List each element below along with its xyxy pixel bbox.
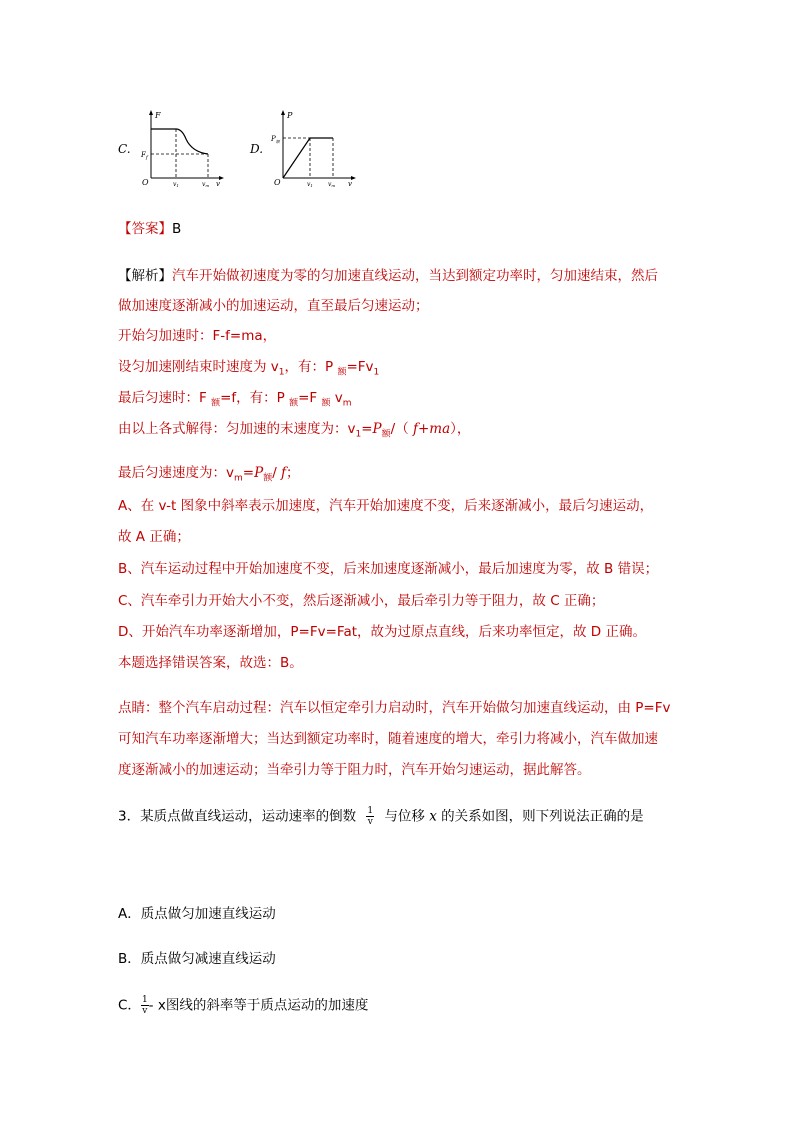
analysis-line-13: 本题选择错误答案，故选：B。 bbox=[118, 655, 303, 671]
graph-c-x-tick-2: vm bbox=[202, 181, 210, 188]
analysis-line-9: 故 A 正确； bbox=[118, 529, 190, 545]
graph-c-y-axis-label: F bbox=[155, 111, 161, 120]
analysis-line-10: B、汽车运动过程中开始加速度不变，后来加速度逐渐减小，最后加速度为零，故 B 错误； bbox=[118, 561, 659, 577]
graph-d-option-label: D. bbox=[250, 142, 264, 156]
graph-c-x-tick-1: v1 bbox=[173, 181, 179, 188]
graph-d-x-axis-label: v bbox=[348, 180, 352, 188]
analysis-line-3: 开始匀加速时：F-f=ma， bbox=[118, 328, 277, 344]
graph-d-x-tick-1: v1 bbox=[307, 181, 313, 188]
graph-c-x-axis-label: v bbox=[216, 180, 220, 188]
graph-c-y-tick: $F_f$ bbox=[141, 151, 148, 161]
graph-d bbox=[270, 108, 360, 188]
analysis-line-5: 最后匀速时：F $_额$=f，有：P $_额$=F $_额$ $v_m$ bbox=[118, 390, 352, 409]
analysis-line-2: 做加速度逐渐减小的加速运动，直至最后匀速运动； bbox=[118, 298, 429, 314]
answer bbox=[118, 220, 181, 238]
comment-line-3: 度逐渐减小的加速运动；当牵引力等于阻力时，汽车开始匀速运动，据此解答。 bbox=[118, 762, 591, 778]
analysis-line-7: 最后匀速速度为：$v_m=P_额/$ f； bbox=[118, 465, 300, 484]
analysis-line-4: 设匀加速刚结束时速度为 $v_1$，有：P $_额=Fv_1$ bbox=[118, 359, 380, 378]
answer-value: B bbox=[172, 221, 182, 237]
question-3-option-c: C． $\frac{1}{v}$ - x图线的斜率等于质点运动的加速度 bbox=[118, 995, 369, 1016]
question-3-option-a: A．质点做匀加速直线运动 bbox=[118, 906, 276, 922]
question-3-option-b: B．质点做匀减速直线运动 bbox=[118, 951, 276, 967]
analysis-line-6: 由以上各式解得：匀加速的末速度为：$v_1=P_额/$（ f+ma）， bbox=[118, 421, 471, 440]
graph-d-origin: O bbox=[274, 178, 281, 187]
graph-c-option-label: C. bbox=[118, 142, 131, 156]
graph-c-origin: O bbox=[142, 178, 149, 187]
question-3-fraction: $\frac{1}{v}$ bbox=[367, 806, 374, 827]
analysis-line-1: 【解析】汽车开始做初速度为零的匀加速直线运动，当达到额定功率时，匀加速结束，然后 bbox=[118, 268, 658, 284]
graph-d-y-tick: $P_额$ bbox=[271, 135, 280, 144]
graph-d-x-tick-2: vm bbox=[328, 181, 336, 188]
analysis-line-12: D、开始汽车功率逐渐增加，P=Fv=Fat，故为过原点直线，后来功率恒定，故 D 正确。 bbox=[118, 624, 646, 640]
answer-label: 【答案】 bbox=[118, 221, 172, 237]
graph-d-y-axis-label: P bbox=[287, 111, 293, 120]
comment-line-1: 点睛：整个汽车启动过程：汽车以恒定牵引力启动时，汽车开始做匀加速直线运动，由 P=Fv bbox=[118, 700, 671, 716]
question-3-stem: 3．某质点做直线运动，运动速率的倒数 $\frac{1}{v}$ 与位移 x 的关系如图，则下列说法正确的是 bbox=[118, 806, 644, 827]
analysis-line-8: A、在 v-t 图象中斜率表示加速度，汽车开始加速度不变，后来逐渐减小，最后匀速运动， bbox=[118, 498, 654, 514]
graph-c bbox=[138, 108, 228, 188]
comment-line-2: 可知汽车功率逐渐增大；当达到额定功率时，随着速度的增大，牵引力将减小，汽车做加速 bbox=[118, 731, 658, 747]
question-3-option-c-fraction: $\frac{1}{v}$ bbox=[141, 995, 148, 1016]
analysis-label: 【解析】 bbox=[118, 268, 172, 284]
analysis-line-11: C、汽车牵引力开始大小不变，然后逐渐减小，最后牵引力等于阻力，故 C 正确； bbox=[118, 593, 605, 609]
